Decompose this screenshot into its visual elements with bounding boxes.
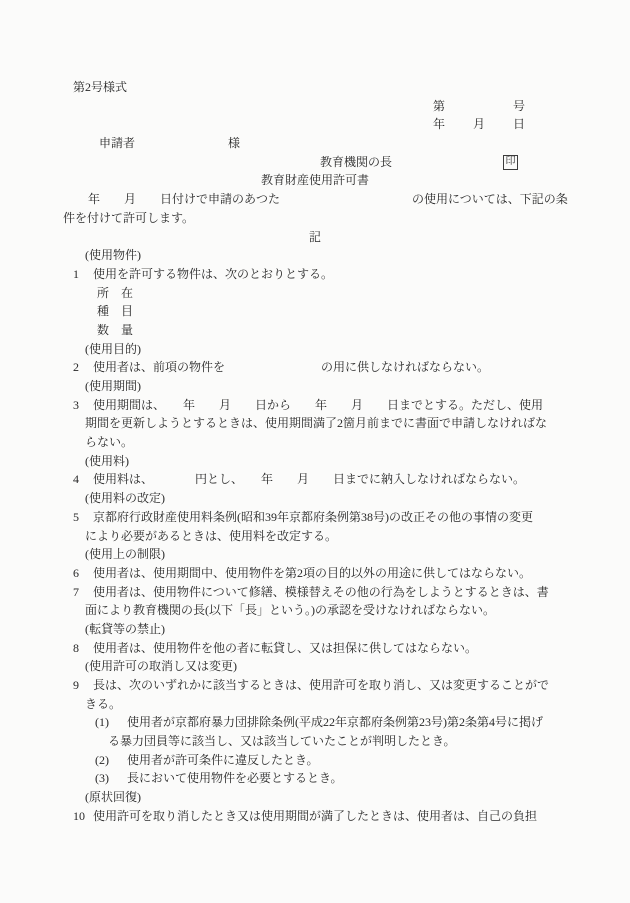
doc-number-suffix: 号 xyxy=(513,98,526,113)
condition-item-continuation: きる。 xyxy=(85,696,122,711)
property-field-label: 数 量 xyxy=(97,322,134,337)
condition-item xyxy=(63,676,567,695)
condition-subitem xyxy=(63,769,567,788)
item-text: 使用者は、使用物件を他の者に転貸し、又は担保に供してはならない。 xyxy=(93,640,478,655)
issuer-title: 教育機関の長 xyxy=(320,154,393,169)
condition-item xyxy=(63,564,567,583)
section-label: (使用期間) xyxy=(85,379,141,393)
item-text: 使用許可を取り消したとき又は使用期間が満了したときは、使用者は、自己の負担 xyxy=(93,808,538,823)
item-text: 使用期間は、 年 月 日から 年 月 日までとする。ただし、使用 xyxy=(93,397,544,412)
applicant-label: 申請者 xyxy=(99,136,136,151)
doc-number-prefix: 第 xyxy=(433,98,446,113)
item-text: 長は、次のいずれかに該当するときは、使用許可を取り消し、又は変更することがで xyxy=(93,678,550,692)
issuer-line xyxy=(63,153,567,172)
condition-item xyxy=(63,265,567,284)
item-text: 長において使用物件を必要とするとき。 xyxy=(127,771,343,786)
condition-item xyxy=(63,807,567,826)
item-text: 使用者は、前項の物件を の用に供しなければならない。 xyxy=(93,360,490,375)
item-number: (2) xyxy=(95,752,109,767)
condition-item xyxy=(63,639,567,658)
section-label: (使用目的) xyxy=(85,341,141,356)
condition-subitem xyxy=(63,713,567,732)
condition-item xyxy=(63,396,567,415)
condition-subitem-continuation: る暴力団員等に該当し、又は該当していたことが判明したとき。 xyxy=(108,734,456,749)
section-label: (原状回復) xyxy=(85,790,141,805)
item-text: 使用を許可する物件は、次のとおりとする。 xyxy=(93,266,334,281)
item-number: 5 xyxy=(73,509,79,524)
condition-item-continuation: 期間を更新しようとするときは、使用期間満了2箇月前までに書面で申請しなければな xyxy=(85,416,548,431)
item-number: (1) xyxy=(95,715,109,730)
property-field-label: 種 目 xyxy=(97,304,134,319)
section-label: (使用物件) xyxy=(85,248,141,263)
form-label: 第2号様式 xyxy=(73,80,128,94)
record-heading: 記 xyxy=(308,229,321,244)
issue-date-day-label: 日 xyxy=(513,117,526,132)
issue-date-month-label: 月 xyxy=(473,117,486,132)
doc-number-line xyxy=(63,97,567,116)
condition-item-continuation: らない。 xyxy=(85,435,134,450)
condition-item xyxy=(63,470,567,489)
applicant-line xyxy=(63,134,567,153)
item-number: 1 xyxy=(73,266,79,281)
item-number: 8 xyxy=(73,640,79,655)
seal-stamp-icon: 印 xyxy=(503,155,518,170)
document-title: 教育財産使用許可書 xyxy=(260,173,369,188)
item-number: 3 xyxy=(73,397,79,412)
item-number: 9 xyxy=(73,678,79,692)
item-number: 2 xyxy=(73,360,79,375)
item-text: 使用者が許可条件に違反したとき。 xyxy=(127,752,319,767)
section-label: (転貸等の禁止) xyxy=(85,621,165,636)
condition-subitem xyxy=(63,751,567,770)
issue-date-line xyxy=(63,115,567,134)
item-number: 4 xyxy=(73,472,79,487)
condition-item xyxy=(63,358,567,377)
item-text: 京都府行政財産使用料条例(昭和39年京都府条例第38号)の改正その他の事情の変更 xyxy=(93,509,533,524)
intro-line-1: 年 月 日付けで申請のあつた の使用については、下記の条 xyxy=(88,192,568,207)
item-text: 使用者は、使用期間中、使用物件を第2項の目的以外の用途に供してはならない。 xyxy=(93,565,532,580)
section-label: (使用料) xyxy=(85,453,129,468)
condition-item-continuation: により必要があるときは、使用料を改定する。 xyxy=(85,528,338,543)
item-number: (3) xyxy=(95,771,109,786)
issue-date-year-label: 年 xyxy=(433,117,446,132)
conditions-list xyxy=(63,246,567,825)
item-text: 使用者は、使用物件について修繕、模様替えその他の行為をしようとするときは、書 xyxy=(93,584,549,599)
item-number: 10 xyxy=(73,808,85,823)
item-text: 使用者が京都府暴力団排除条例(平成22年京都府条例第23号)第2条第4号に掲げ xyxy=(127,715,543,730)
item-text: 使用料は、 円とし、 年 月 日までに納入しなければならない。 xyxy=(93,472,526,487)
condition-item xyxy=(63,583,567,602)
applicant-honorific: 様 xyxy=(228,136,241,151)
property-field-label: 所 在 xyxy=(97,285,134,300)
section-label: (使用上の制限) xyxy=(85,547,165,562)
section-label: (使用許可の取消し又は変更) xyxy=(85,659,237,674)
intro-line-2: 件を付けて許可します。 xyxy=(63,210,195,225)
item-number: 6 xyxy=(73,565,79,580)
condition-item-continuation: 面により教育機関の長(以下「長」という。)の承認を受けなければならない。 xyxy=(85,603,495,618)
section-label: (使用料の改定) xyxy=(85,491,165,506)
condition-item xyxy=(63,508,567,527)
item-number: 7 xyxy=(73,584,79,599)
